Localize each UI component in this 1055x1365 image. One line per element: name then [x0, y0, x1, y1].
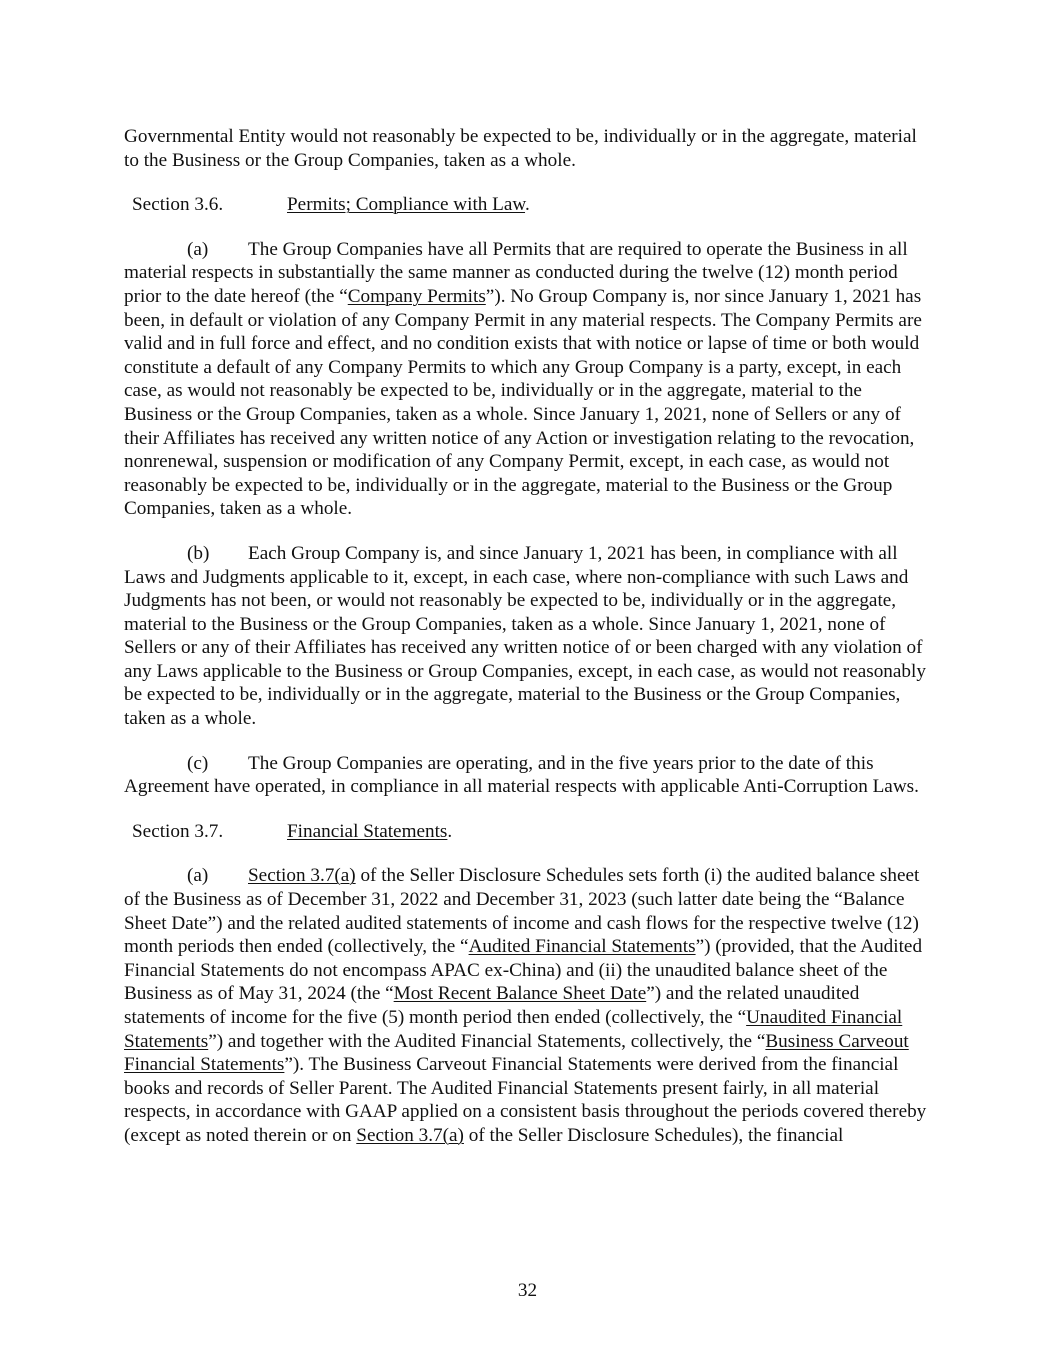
paragraph-text: of the Seller Disclosure Schedules sets forth (i) the audited balance sheet of the Business as of December 31, 2022 and December 31, 2023 (such latter date being the “Balance Sheet Date”) and the related audited statements of income and cash flows for the respective twelve (12) month periods then ended (collectively, the “	[124, 865, 920, 958]
paragraph-text: Each Group Company is, and since January 1, 2021 has been, in compliance with all Laws and Judgments applicable to it, except, in each case, where non-compliance with such Laws and Judgments has not been, or would not reasonably be expected to be, individually or in the aggregate, material to the Business or the Group Companies, taken as a whole. Since January 1, 2021, none of Sellers or any of their Affiliates has received any written notice of or been charged with any violation of any Laws applicable to the Business or Group Companies, except, in each case, as would not reasonably be expected to be, individually or in the aggregate, material to the Business or the Group Companies, taken as a whole.	[124, 542, 926, 730]
section-3-6-paragraph-c	[124, 752, 934, 799]
cross-reference-section-3-7a: Section 3.7(a)	[356, 1124, 464, 1146]
section-3-6-title: Permits; Compliance with Law	[287, 194, 526, 216]
paragraph-text: ”) (provided, that the Audited Financial Statements do not encompass APAC ex-China) and (ii) the unaudited balance sheet of the Business as of May 31, 2024 (the “	[124, 936, 923, 1005]
cross-reference-section-3-7a: Section 3.7(a)	[248, 865, 356, 887]
section-3-6-number: Section 3.6.	[132, 194, 224, 216]
page-number: 32	[517, 1280, 538, 1301]
section-3-7-paragraph-a	[124, 864, 934, 1147]
section-3-7-number: Section 3.7.	[132, 820, 224, 842]
section-3-7-heading	[132, 820, 934, 844]
paragraph-text: ”). The Business Carveout Financial Statements were derived from the financial books and records of Seller Parent. The Audited Financial Statements present fairly, in all material respects, in accordance with GAAP applied on a consistent basis throughout the periods covered thereby (except as noted therein or on	[124, 1054, 927, 1146]
defined-term-audited-financial-statements: Audited Financial Statements	[468, 936, 696, 958]
defined-term-business-carveout-financial-statements: Business Carveout Financial Statements	[124, 1030, 909, 1076]
section-3-6-title-period: .	[525, 194, 530, 216]
paragraph-label: (a)	[187, 238, 209, 260]
paragraph-text: of the Seller Disclosure Schedules), the financial	[463, 1124, 844, 1146]
paragraph-label: (b)	[187, 542, 210, 564]
paragraph-label: (a)	[187, 865, 209, 887]
section-3-6-paragraph-a	[124, 238, 934, 521]
paragraph-text: ”). No Group Company is, nor since January 1, 2021 has been, in default or violation of any Company Permit in any material respects. The Company Permits are valid and in full force and effect, and no condition exists that with notice or lapse of time or both would constitute a default of any Company Permits to which any Group Company is a party, except, in each case, as would not reasonably be expected to be, individually or in the aggregate, material to the Business or the Group Companies, taken as a whole. Since January 1, 2021, none of Sellers or any of their Affiliates has received any written notice of any Action or investigation relating to the revocation, nonrenewal, suspension or modification of any Company Permit, except, in each case, as would not reasonably be expected to be, individually or in the aggregate, material to the Business or the Group Companies, taken as a whole.	[124, 285, 922, 520]
paragraph-text: The Group Companies are operating, and in the five years prior to the date of this Agreement have operated, in compliance in all material respects with applicable Anti-Corruption Laws.	[124, 752, 919, 798]
document-page	[124, 125, 934, 1148]
defined-term-unaudited-financial-statements: Unaudited Financial Statements	[124, 1007, 903, 1052]
paragraph-label: (c)	[187, 752, 209, 774]
defined-term-company-permits: Company Permits	[347, 285, 486, 307]
paragraph-text: The Group Companies have all Permits that are required to operate the Business in all material respects in substantially the same manner as conducted during the twelve (12) month period prior to the date hereof (the “	[124, 238, 908, 307]
paragraph-text: ”) and together with the Audited Financial Statements, collectively, the “	[208, 1030, 766, 1052]
defined-term-most-recent-balance-sheet-date: Most Recent Balance Sheet Date	[393, 983, 647, 1005]
paragraph-text: ”) and the related unaudited statements of income for the five (5) month period then ended (collectively, the “	[124, 983, 860, 1028]
section-3-6-heading	[132, 193, 934, 217]
section-3-6-paragraph-b	[124, 542, 934, 731]
section-3-7-title: Financial Statements	[287, 820, 448, 842]
intro-paragraph: Governmental Entity would not reasonably be expected to be, individually or in the aggregate, material to the Business or the Group Companies, taken as a whole.	[124, 126, 917, 171]
section-3-7-title-period: .	[447, 820, 453, 842]
